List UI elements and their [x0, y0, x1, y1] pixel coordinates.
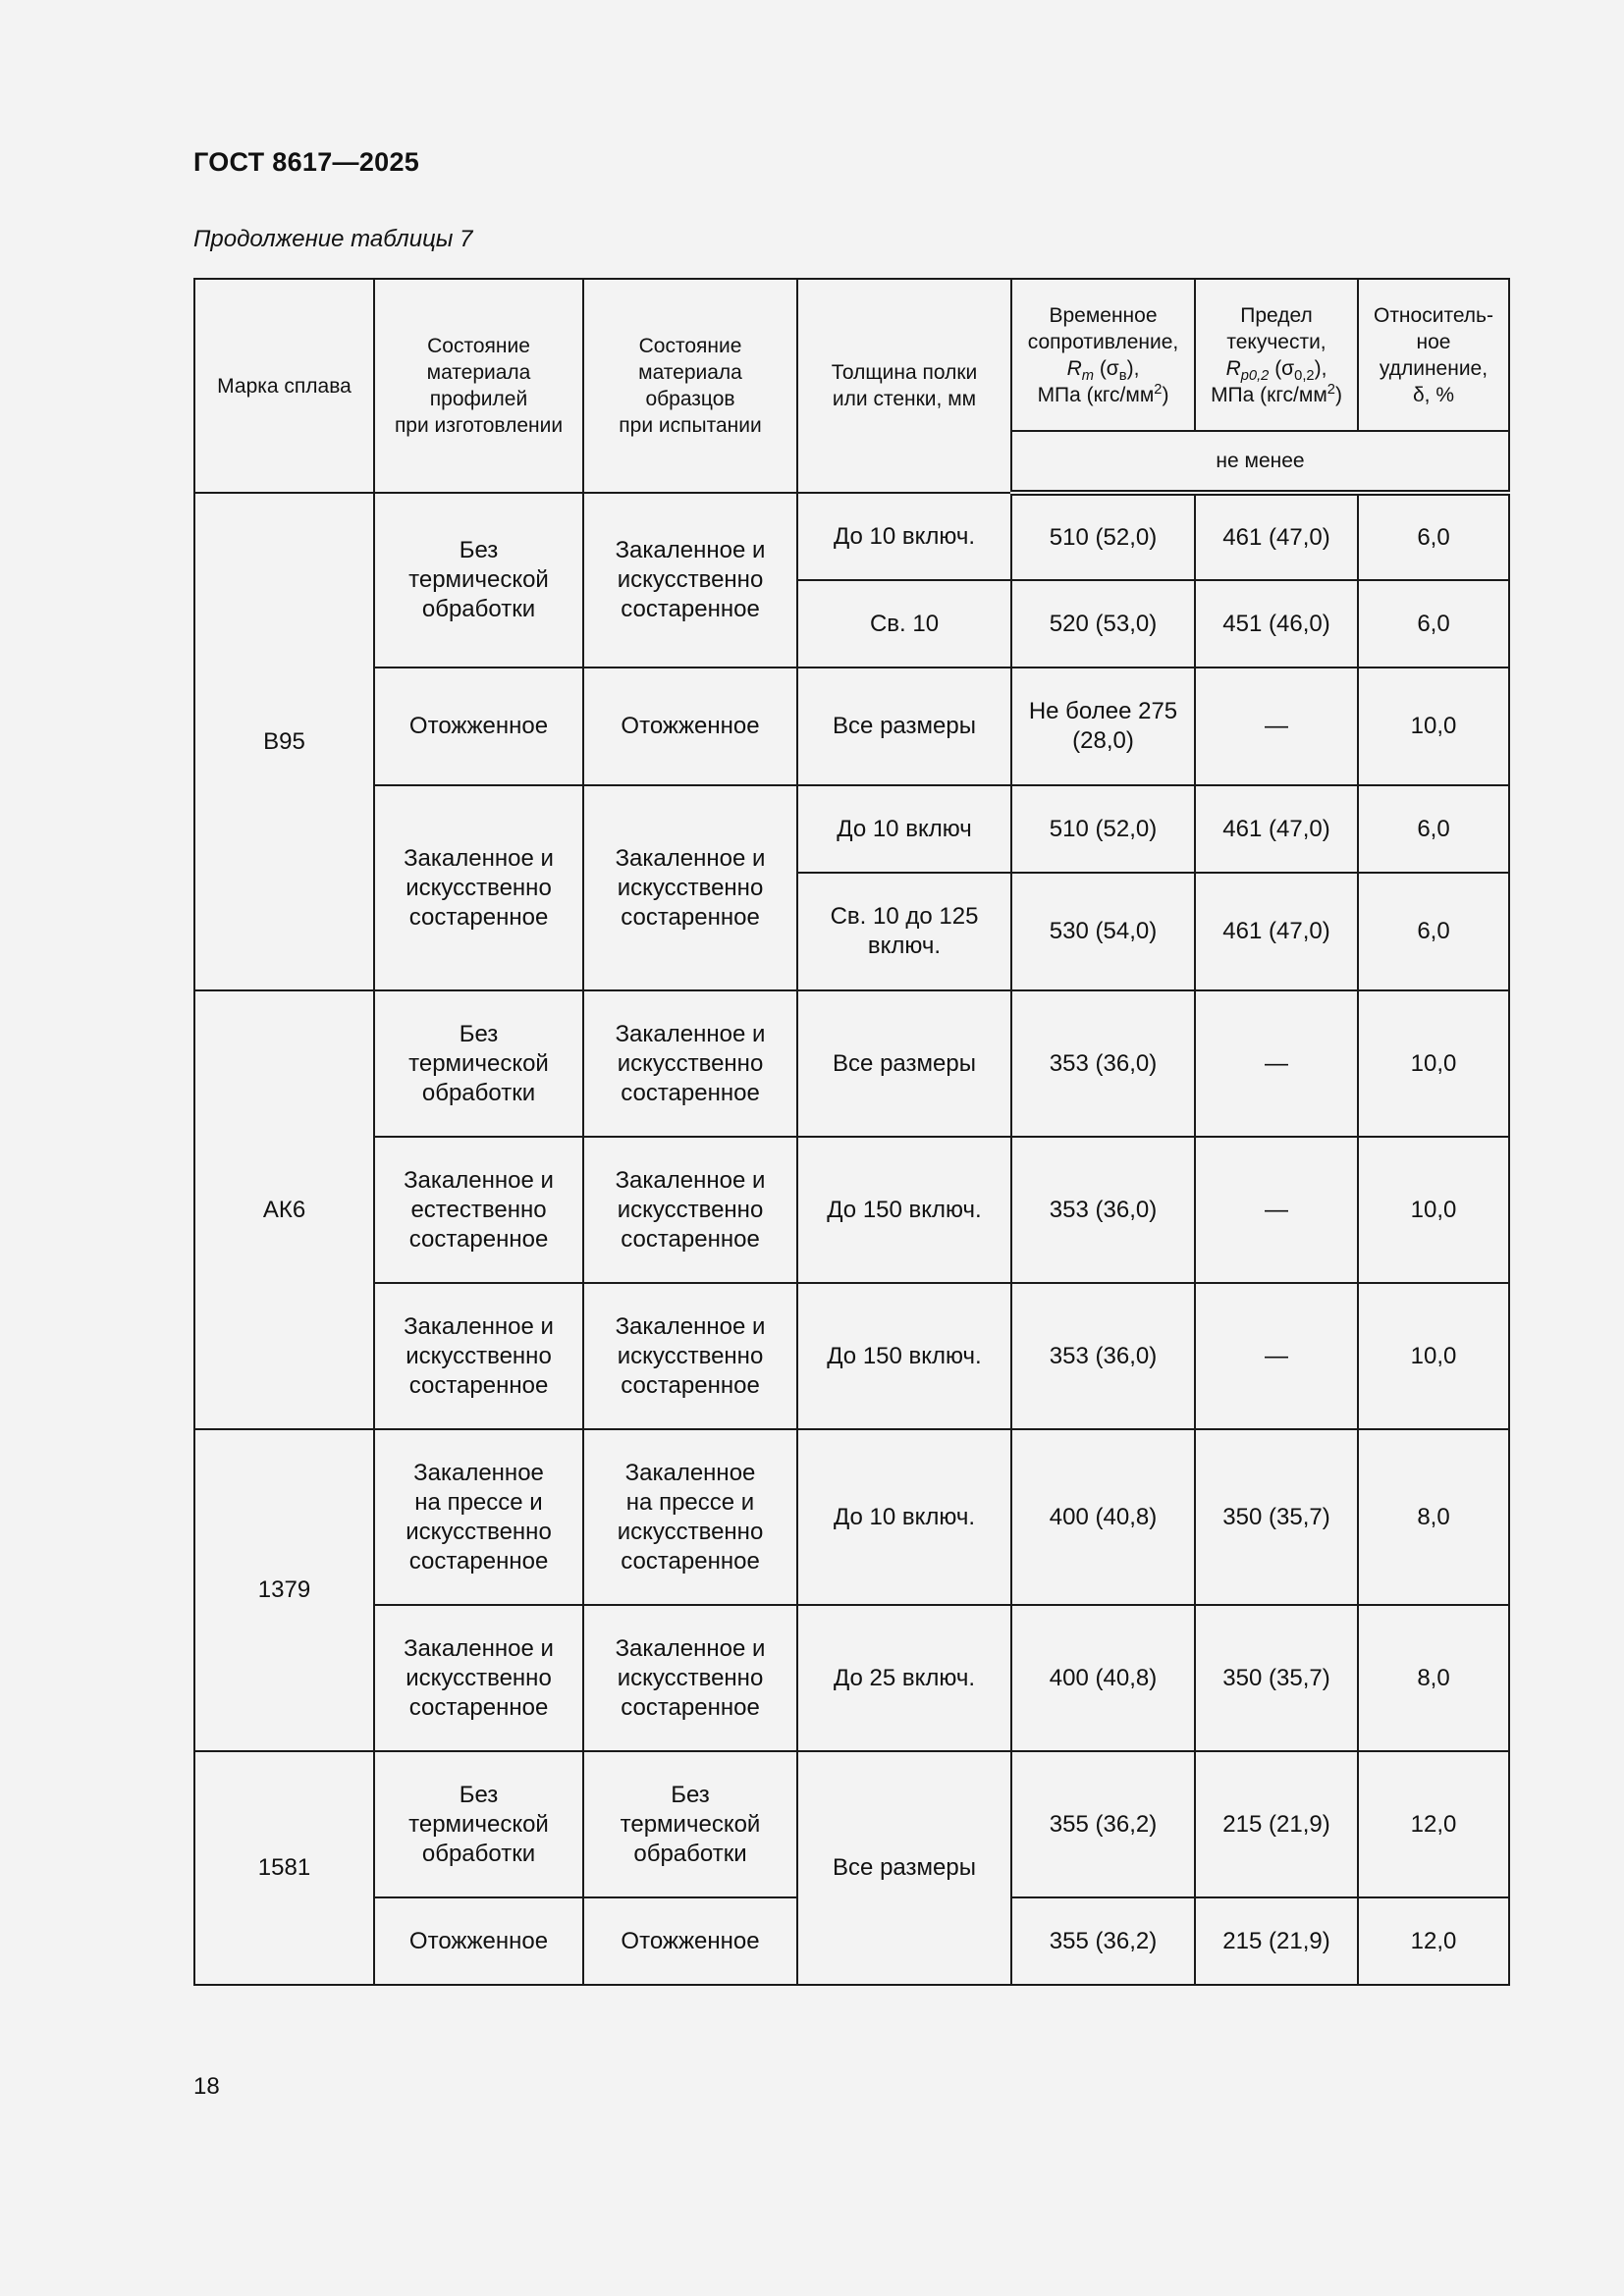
header-alloy: Марка сплава: [194, 279, 374, 493]
sample-state-cell: Отожженное: [583, 667, 797, 785]
table-row: [194, 667, 1509, 785]
yield-cell: 461 (47,0): [1195, 785, 1358, 873]
sample-state-cell: Закаленное и искусственно состаренное: [583, 990, 797, 1137]
header-min-note: не менее: [1011, 431, 1509, 493]
elongation-cell: 10,0: [1358, 1137, 1509, 1283]
tensile-cell: 530 (54,0): [1011, 873, 1195, 990]
profile-state-cell: Без термической обработки: [374, 990, 583, 1137]
thickness-cell: До 10 включ: [797, 785, 1011, 873]
header-thickness: Толщина полки или стенки, мм: [797, 279, 1011, 493]
yield-cell: 461 (47,0): [1195, 873, 1358, 990]
thickness-cell: До 150 включ.: [797, 1137, 1011, 1283]
thickness-cell: Все размеры: [797, 990, 1011, 1137]
yield-cell: 461 (47,0): [1195, 493, 1358, 580]
sample-state-cell: Закаленное и искусственно состаренное: [583, 493, 797, 667]
table-row: [194, 1751, 1509, 1897]
profile-state-cell: Отожженное: [374, 667, 583, 785]
elongation-cell: 8,0: [1358, 1605, 1509, 1751]
elongation-cell: 12,0: [1358, 1751, 1509, 1897]
table-row: [194, 493, 1509, 580]
elongation-cell: 10,0: [1358, 667, 1509, 785]
tensile-cell: 510 (52,0): [1011, 493, 1195, 580]
header-sample-state: Состояние материала образцов при испытании: [583, 279, 797, 493]
profile-state-cell: Без термической обработки: [374, 493, 583, 667]
elongation-cell: 6,0: [1358, 785, 1509, 873]
thickness-cell: До 25 включ.: [797, 1605, 1011, 1751]
page-number: 18: [193, 2073, 220, 2100]
alloy-cell: 1379: [194, 1429, 374, 1751]
thickness-cell: Св. 10: [797, 580, 1011, 667]
document-title: ГОСТ 8617—2025: [193, 147, 420, 177]
header-tensile-strength: Временное сопротивление, $R_m$ $(\sigma_в)$, МПа $(кгс/мм^2)$: [1011, 279, 1195, 431]
yield-cell: 451 (46,0): [1195, 580, 1358, 667]
elongation-cell: 10,0: [1358, 1283, 1509, 1429]
sample-state-cell: Без термической обработки: [583, 1751, 797, 1897]
header-elongation: Относитель- ное удлинение, δ, %: [1358, 279, 1509, 431]
sample-state-cell: Закаленное и искусственно состаренное: [583, 1137, 797, 1283]
table-row: [194, 990, 1509, 1137]
tensile-cell: 400 (40,8): [1011, 1605, 1195, 1751]
yield-cell: —: [1195, 1137, 1358, 1283]
elongation-cell: 12,0: [1358, 1897, 1509, 1985]
alloy-cell: В95: [194, 493, 374, 990]
profile-state-cell: Отожженное: [374, 1897, 583, 1985]
tensile-cell: 400 (40,8): [1011, 1429, 1195, 1605]
yield-cell: —: [1195, 990, 1358, 1137]
alloy-cell: 1581: [194, 1751, 374, 1985]
tensile-cell: 355 (36,2): [1011, 1897, 1195, 1985]
profile-state-cell: Закаленное на прессе и искусственно состаренное: [374, 1429, 583, 1605]
yield-cell: 350 (35,7): [1195, 1605, 1358, 1751]
table-caption: Продолжение таблицы 7: [193, 226, 473, 252]
thickness-cell: До 10 включ.: [797, 1429, 1011, 1605]
tensile-cell: 353 (36,0): [1011, 1283, 1195, 1429]
sample-state-cell: Закаленное и искусственно состаренное: [583, 1605, 797, 1751]
properties-table: [193, 278, 1510, 1986]
table-row: [194, 785, 1509, 873]
sample-state-cell: Закаленное и искусственно состаренное: [583, 785, 797, 990]
tensile-cell: 510 (52,0): [1011, 785, 1195, 873]
tensile-cell: 520 (53,0): [1011, 580, 1195, 667]
yield-cell: 350 (35,7): [1195, 1429, 1358, 1605]
sample-state-cell: Закаленное на прессе и искусственно состаренное: [583, 1429, 797, 1605]
yield-cell: 215 (21,9): [1195, 1751, 1358, 1897]
table-row: [194, 1137, 1509, 1283]
table-header-row: [194, 279, 1509, 431]
sample-state-cell: Отожженное: [583, 1897, 797, 1985]
profile-state-cell: Закаленное и искусственно состаренное: [374, 1283, 583, 1429]
table-row: [194, 1605, 1509, 1751]
thickness-cell: До 10 включ.: [797, 493, 1011, 580]
profile-state-cell: Закаленное и искусственно состаренное: [374, 785, 583, 990]
profile-state-cell: Закаленное и естественно состаренное: [374, 1137, 583, 1283]
thickness-cell: До 150 включ.: [797, 1283, 1011, 1429]
elongation-cell: 8,0: [1358, 1429, 1509, 1605]
elongation-cell: 6,0: [1358, 493, 1509, 580]
tensile-cell: 353 (36,0): [1011, 1137, 1195, 1283]
table-row: [194, 1283, 1509, 1429]
elongation-cell: 6,0: [1358, 873, 1509, 990]
thickness-cell: Все размеры: [797, 1751, 1011, 1985]
thickness-cell: Все размеры: [797, 667, 1011, 785]
yield-cell: —: [1195, 667, 1358, 785]
alloy-cell: АК6: [194, 990, 374, 1429]
elongation-cell: 10,0: [1358, 990, 1509, 1137]
profile-state-cell: Закаленное и искусственно состаренное: [374, 1605, 583, 1751]
header-profile-state: Состояние материала профилей при изготовлении: [374, 279, 583, 493]
table-row: [194, 1429, 1509, 1605]
tensile-cell: Не более 275 (28,0): [1011, 667, 1195, 785]
tensile-cell: 353 (36,0): [1011, 990, 1195, 1137]
header-yield-strength: Предел текучести, $R_{p0,2}$ $(\sigma_{0,2})$, МПа $(кгс/мм^2)$: [1195, 279, 1358, 431]
profile-state-cell: Без термической обработки: [374, 1751, 583, 1897]
thickness-cell: Св. 10 до 125 включ.: [797, 873, 1011, 990]
elongation-cell: 6,0: [1358, 580, 1509, 667]
yield-cell: 215 (21,9): [1195, 1897, 1358, 1985]
sample-state-cell: Закаленное и искусственно состаренное: [583, 1283, 797, 1429]
tensile-cell: 355 (36,2): [1011, 1751, 1195, 1897]
yield-cell: —: [1195, 1283, 1358, 1429]
